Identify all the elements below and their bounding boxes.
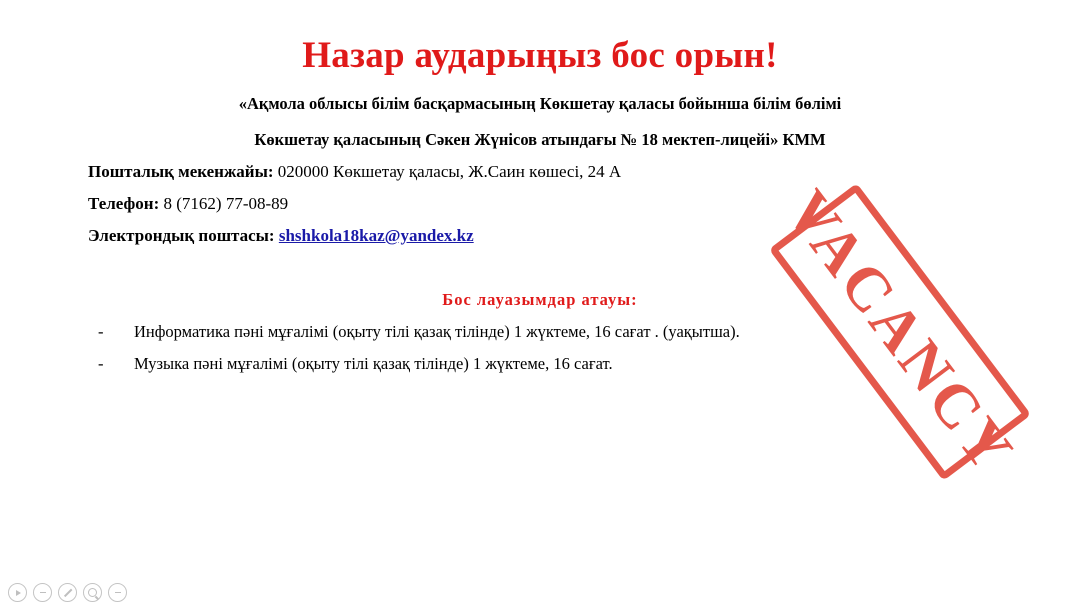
organization-line-2: Көкшетау қаласының Сәкен Жүнісов атындағы № 18 мектеп-лицейі» КММ bbox=[254, 130, 826, 149]
email-link[interactable]: shshkola18kaz@yandex.kz bbox=[278, 226, 474, 245]
zoom-icon[interactable] bbox=[83, 583, 102, 602]
contact-address bbox=[88, 162, 621, 182]
more-icon[interactable] bbox=[108, 583, 127, 602]
organization-line-1: «Ақмола облысы білім басқармасының Көкшетау қаласы бойынша білім бөлімі bbox=[238, 94, 842, 113]
list-item-text: Информатика пәні мұғалімі (оқыту тілі қазақ тілінде) 1 жүктеме, 16 сағат . (уақытша). bbox=[134, 322, 740, 341]
contact-email-label: Электрондық поштасы: bbox=[88, 226, 275, 245]
list-item bbox=[98, 322, 858, 342]
media-controls[interactable] bbox=[8, 583, 127, 602]
contact-address-value: 020000 Көкшетау қаласы, Ж.Саин көшесі, 24 А bbox=[277, 162, 622, 181]
stamp-text: VACANCY bbox=[772, 178, 1028, 486]
page-title: Назар аударыңыз бос орын! bbox=[302, 35, 778, 76]
play-icon[interactable] bbox=[8, 583, 27, 602]
contact-address-label: Пошталық мекенжайы: bbox=[88, 162, 274, 181]
list-bullet: - bbox=[98, 354, 104, 373]
mute-icon[interactable] bbox=[58, 583, 77, 602]
previous-icon[interactable] bbox=[33, 583, 52, 602]
vacancies-list bbox=[98, 322, 858, 386]
contact-phone-label: Телефон: bbox=[88, 194, 160, 213]
list-bullet: - bbox=[98, 322, 104, 341]
contact-email bbox=[88, 226, 474, 246]
contact-phone bbox=[88, 194, 288, 214]
vacancies-heading: Бос лауазымдар атауы: bbox=[442, 290, 638, 309]
list-item bbox=[98, 354, 858, 374]
list-item-text: Музыка пәні мұғалімі (оқыту тілі қазақ тілінде) 1 жүктеме, 16 сағат. bbox=[134, 354, 613, 373]
contact-phone-value: 8 (7162) 77-08-89 bbox=[163, 194, 289, 213]
